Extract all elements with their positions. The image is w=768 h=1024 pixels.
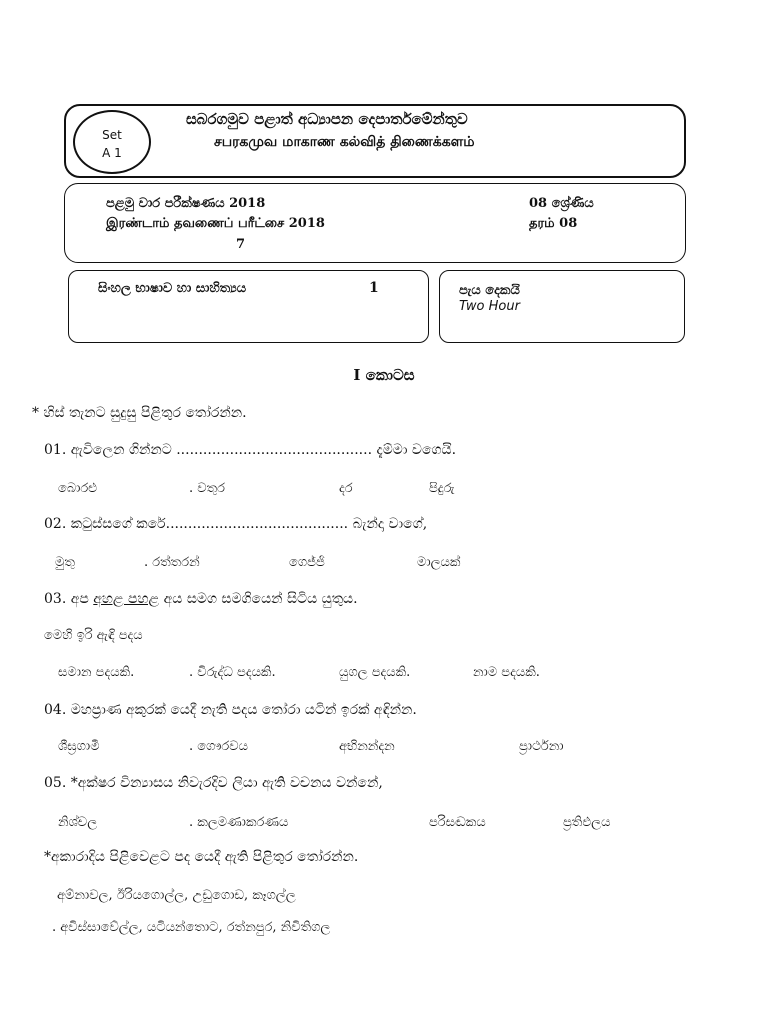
number-seven: 7 bbox=[236, 237, 246, 252]
grade-sinhala: 08 ශ්‍රේණිය bbox=[529, 196, 594, 211]
q4-option: . ගෞරවය bbox=[189, 739, 248, 754]
department-tamil: சபரகமுவ மாகாண கல்வித் திணைக்களம் bbox=[214, 134, 475, 150]
set-code: A 1 bbox=[102, 146, 122, 160]
question-3 bbox=[44, 591, 358, 607]
q3-option: . විරුද්ධ පදයකි. bbox=[189, 665, 276, 680]
duration-english: Two Hour bbox=[459, 299, 520, 314]
q2-option: . රත්තරන් bbox=[144, 555, 200, 570]
instruction-alphabetical: *අකාරාදිය පිළිවෙළට පද යෙදී ඇති පිළිතුර තෝරන්න. bbox=[44, 849, 359, 865]
q1-option: පිදුරු bbox=[429, 481, 455, 496]
exam-tamil: இரண்டாம் தவணைப் பரீட்சை 2018 bbox=[106, 216, 325, 231]
q2-option: මාලයක් bbox=[417, 555, 461, 570]
department-sinhala: සබරගමුව පළාත් අධ්‍යාපන දෙපාර්තමේන්තුව bbox=[186, 110, 468, 128]
q5-option: පරිසඬකය bbox=[429, 815, 486, 830]
q3-option: සමාන පදයකි. bbox=[58, 665, 135, 680]
q1-option: . වතුර bbox=[189, 481, 226, 496]
q1-option: දර bbox=[339, 481, 353, 496]
q5-option: ප්‍රතිඵලය bbox=[563, 815, 611, 830]
question-5: 05. *අක්ෂර වින්‍යාසය නිවැරදිව ලියා ඇති වචනය වන්නේ, bbox=[44, 775, 383, 791]
paper-number: 1 bbox=[369, 280, 379, 296]
question-1: 01. ඇවිලෙන ගින්නට ............................................ දැම්මා වගෙයි. bbox=[44, 442, 457, 458]
q1-option: බොරළු bbox=[58, 481, 98, 496]
question-2: 02. කටුස්සගේ කරේ......................................... බැන්දා වාගේ, bbox=[44, 516, 428, 532]
set-badge bbox=[73, 110, 151, 174]
subject-title: සිංහල භාෂාව හා සාහිත්‍යය bbox=[98, 281, 247, 296]
q3-underlined-phrase: අහළ පහළ bbox=[93, 591, 160, 607]
q5-option: . කලමණාකරණය bbox=[189, 815, 289, 830]
alphabetical-option: අම්නාවල, ඊරියගොල්ල, උඩුගොඩ, කෑගල්ල bbox=[57, 888, 296, 903]
q4-option: ශීඝ්‍රගාමී bbox=[58, 739, 100, 754]
instruction-fill-blank: * හිස් තැනට සුදුසු පිළිතුර තෝරන්න. bbox=[32, 405, 247, 421]
grade-tamil: தரம் 08 bbox=[529, 216, 578, 231]
duration-sinhala: පැය දෙකයි bbox=[459, 283, 520, 298]
q3-suffix: අය සමග සමගියෙන් සිටිය යුතුය. bbox=[159, 591, 358, 607]
q3-option: යුගල පදයකි. bbox=[339, 665, 411, 680]
alphabetical-option: . අවිස්සාවේල්ල, යටියන්තොට, රත්නපුර, නිවිතිගල bbox=[52, 920, 331, 935]
q3-option: නාම පදයකි. bbox=[473, 665, 540, 680]
q5-option: නිශ්චල bbox=[58, 815, 98, 830]
section-title: I කොටස bbox=[353, 366, 415, 384]
q3-prefix: 03. අප bbox=[44, 591, 94, 607]
q2-option: මුතු bbox=[55, 555, 75, 570]
set-label: Set bbox=[102, 128, 122, 142]
q4-option: ප්‍රාර්ථනා bbox=[519, 739, 564, 754]
question-4: 04. මහප්‍රාණ අකුරක් යෙදී නැති පදය තෝරා යටින් ඉරක් අඳින්න. bbox=[44, 702, 417, 718]
q3-subtext: මෙහි ඉරි ඇඳි පදය bbox=[44, 628, 143, 643]
q2-option: ගෙජ්ජි bbox=[289, 555, 325, 570]
q4-option: අභිනන්දන bbox=[339, 739, 395, 754]
exam-sinhala: පළමු වාර පරීක්ෂණය 2018 bbox=[106, 196, 266, 211]
